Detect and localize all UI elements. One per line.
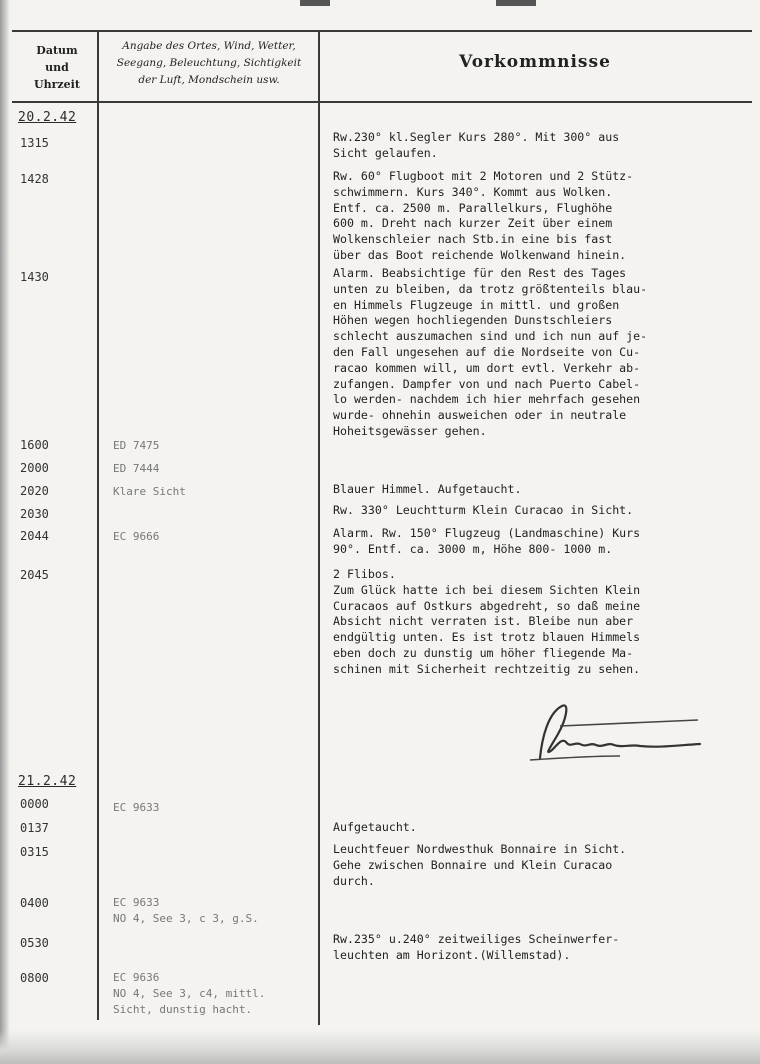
- event-entry: Blauer Himmel. Aufgetaucht.: [333, 482, 522, 496]
- place-cell: Klare Sicht: [113, 485, 186, 498]
- table-top-rule: [12, 30, 752, 32]
- event-entry: Rw.235° u.240° zeitweiliges Scheinwerfer- leuchten am Horizont.(Willemstad).: [333, 932, 620, 962]
- date-label: 20.2.42: [18, 110, 77, 125]
- event-entry: Leuchtfeuer Nordwesthuk Bonnaire in Sicht. Gehe zwischen Bonnaire und Klein Curacao durch.: [333, 842, 627, 888]
- time-cell: 2000: [20, 461, 49, 475]
- top-edge-mark: [496, 0, 536, 6]
- date-label: 21.2.42: [18, 774, 77, 789]
- time-cell: 2030: [20, 507, 49, 521]
- event-entry: 2 Flibos. Zum Glück hatte ich bei diesem Sichten Klein Curacaos auf Ostkurs abgedreht, so daß meine Absicht nicht verraten ist. Bleibe nun aber endgültig unten. Es ist trotz blauen Himmels eben doch zu dunstig um höher fliegende Ma- schinen mit Sicherheit rechtzeitig zu sehen.: [333, 567, 641, 676]
- event-entry: Rw. 60° Flugboot mit 2 Motoren und 2 Stütz- schwimmern. Kurs 340°. Kommt aus Wolken. Entf. ca. 2500 m. Parallelkurs, Flughöhe 600 m. Dreht nach kurzer Zeit über einem Wolkenschleier nach Stb.in eine bis fast über das Boot reichende Wolkenwand hinein.: [333, 169, 634, 262]
- column-divider-place: [318, 30, 320, 1025]
- commander-signature: [500, 698, 710, 768]
- time-cell: 0530: [20, 936, 49, 950]
- place-cell: EC 9633 NO 4, See 3, c 3, g.S.: [113, 896, 259, 925]
- time-cell: 0000: [20, 797, 49, 811]
- event-entry: Rw. 330° Leuchtturm Klein Curacao in Sicht.: [333, 503, 634, 517]
- time-cell: 1315: [20, 136, 49, 150]
- time-cell: 0315: [20, 845, 49, 859]
- time-cell: 0800: [20, 971, 49, 985]
- column-header-events: Vorkommnisse: [459, 52, 611, 72]
- place-cell: ED 7475: [113, 439, 160, 452]
- time-cell: 0137: [20, 821, 49, 835]
- time-cell: 1600: [20, 438, 49, 452]
- place-cell: EC 9666: [113, 530, 160, 543]
- event-entry: Rw.230° kl.Segler Kurs 280°. Mit 300° aus Sicht gelaufen.: [333, 130, 620, 160]
- time-cell: 1428: [20, 172, 49, 186]
- time-cell: 0400: [20, 896, 49, 910]
- event-entry: Alarm. Beabsichtige für den Rest des Tages unten zu bleiben, da trotz größtenteils blau- en Himmels Flugzeuge in mittl. und großen Höhen wegen hochliegenden Dunstschleiers schlecht auszumachen sind und ich nun auf je- den Fall ungesehen auf die Nordseite von Cu- racao kommen will, um dort evtl. Verkehr ab- zufangen. Dampfer von und nach Puerto Cabel- lo werden- nachdem ich hier mehrfach gesehen wurde- ohnehin ausweichen oder in neutrale Hoheitsgewässer gehen.: [333, 266, 648, 438]
- time-cell: 2045: [20, 568, 49, 582]
- event-entry: Aufgetaucht.: [333, 820, 417, 834]
- column-header-place: Angabe des Ortes, Wind, Wetter, Seegang, Beleuchtung, Sichtigkeit der Luft, Mondschein usw.: [116, 40, 302, 86]
- time-cell: 2020: [20, 484, 49, 498]
- place-cell: ED 7444: [113, 462, 160, 475]
- place-cell: EC 9633: [113, 801, 160, 814]
- column-header-date: Datum und Uhrzeit: [34, 44, 80, 91]
- event-entry: Alarm. Rw. 150° Flugzeug (Landmaschine) Kurs 90°. Entf. ca. 3000 m, Höhe 800- 1000 m.: [333, 526, 641, 556]
- time-cell: 2044: [20, 529, 49, 543]
- place-cell: EC 9636 NO 4, See 3, c4, mittl. Sicht, dunstig hacht.: [113, 971, 266, 1016]
- scan-edge-shadow: [0, 0, 10, 1064]
- column-divider-date: [97, 30, 99, 1020]
- top-edge-mark: [300, 0, 330, 6]
- header-bottom-rule: [12, 101, 752, 103]
- scan-bottom-shadow: [0, 1030, 760, 1064]
- time-cell: 1430: [20, 270, 49, 284]
